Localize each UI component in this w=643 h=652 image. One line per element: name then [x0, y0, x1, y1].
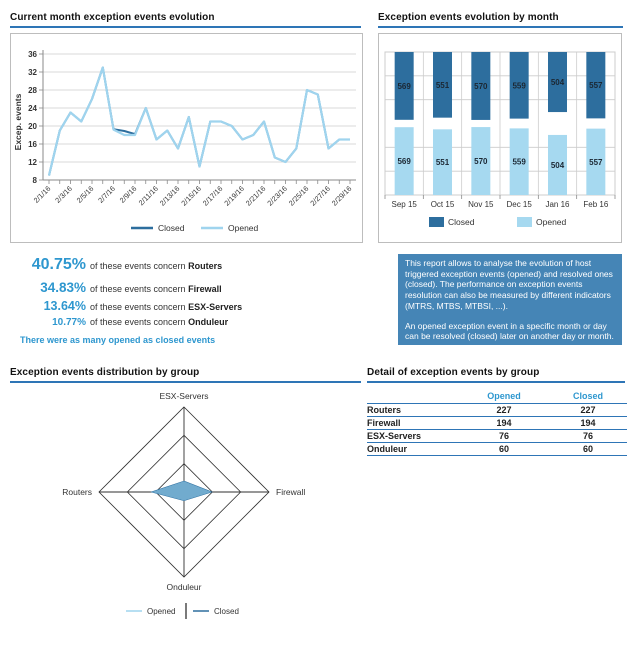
radar-axis-label: Onduleur	[166, 582, 202, 592]
bar-chart-legend	[429, 217, 567, 227]
table-cell-opened: 227	[496, 405, 512, 415]
stat-percentage: 13.64%	[43, 299, 86, 313]
x-tick-label: 2/25/16	[286, 184, 311, 208]
bar-value-label: 570	[474, 157, 488, 167]
table-cell-closed: 227	[580, 405, 596, 415]
stat-percentage: 10.77%	[52, 317, 86, 328]
x-tick-label: 2/19/16	[222, 184, 246, 208]
x-tick-label: Dec 15	[506, 200, 532, 209]
radar-chart-title: Exception events distribution by group	[10, 367, 361, 383]
legend-label-opened: Opened	[147, 607, 176, 616]
stat-row	[20, 317, 380, 328]
table-header-opened: Opened	[487, 390, 521, 401]
x-tick-label: 2/5/16	[74, 184, 96, 205]
stat-description: of these events concern ESX-Servers	[90, 302, 243, 312]
stat-description: of these events concern Routers	[90, 261, 223, 271]
line-series-opened	[49, 68, 350, 176]
table-cell-opened: 76	[498, 431, 509, 441]
bar-value-label: 557	[589, 157, 603, 167]
stat-group: ESX-Servers	[188, 302, 243, 312]
line-series-closed	[49, 68, 350, 176]
table-cell-label: Onduleur	[367, 444, 407, 454]
svg-text:32: 32	[28, 67, 37, 77]
radar-chart	[0, 384, 370, 634]
table-cell-opened: 60	[498, 444, 509, 454]
table-cell-label: Routers	[367, 405, 402, 415]
stat-group: Firewall	[188, 284, 222, 294]
bar-value-label: 559	[512, 81, 526, 91]
x-tick-label: 2/3/16	[53, 184, 74, 205]
radar-chart-legend	[126, 603, 239, 619]
bar-value-label: 559	[512, 157, 526, 167]
x-tick-label: Nov 15	[468, 200, 494, 209]
x-tick-label: Feb 16	[583, 200, 609, 209]
line-chart-card	[10, 33, 363, 243]
table-row	[367, 430, 627, 443]
table-row	[367, 443, 627, 456]
legend-label-opened: Opened	[536, 217, 567, 227]
svg-text:8: 8	[32, 175, 37, 185]
line-chart	[11, 34, 362, 242]
stat-row	[20, 280, 380, 295]
legend-label-closed: Closed	[448, 217, 475, 227]
table-cell-label: Firewall	[367, 418, 401, 428]
x-tick-label: 2/27/16	[308, 184, 332, 208]
info-paragraph: An opened exception event in a specific month or day can be resolved (closed) later on another day or month.	[405, 320, 614, 342]
stat-description: of these events concern Firewall	[90, 284, 222, 294]
stat-row	[20, 299, 380, 313]
x-tick-label: 2/1/16	[31, 184, 53, 205]
table-cell-opened: 194	[496, 418, 512, 428]
stat-group: Onduleur	[188, 317, 229, 327]
svg-text:28: 28	[28, 85, 37, 95]
bar-chart-card	[378, 33, 622, 243]
table-row	[367, 404, 627, 417]
legend-label-closed: Closed	[158, 223, 185, 233]
table-cell-closed: 76	[582, 431, 593, 441]
line-chart-title: Current month exception events evolution	[10, 12, 361, 28]
stat-percentage: 40.75%	[31, 256, 86, 273]
detail-table	[367, 388, 627, 456]
svg-text:16: 16	[28, 139, 37, 149]
bar-value-label: 569	[397, 81, 411, 91]
bar-value-label: 551	[435, 158, 450, 168]
svg-text:36: 36	[28, 49, 37, 59]
detail-table-title: Detail of exception events by group	[367, 367, 625, 383]
y-axis-label: Excep. events	[13, 93, 23, 151]
x-tick-label: Sep 15	[391, 200, 417, 209]
legend-label-opened: Opened	[228, 223, 259, 233]
bar-value-label: 551	[435, 80, 450, 90]
bar-chart-title: Exception events evolution by month	[378, 12, 623, 28]
x-tick-label: Oct 15	[430, 200, 455, 209]
svg-text:24: 24	[28, 103, 37, 113]
x-tick-label: 2/15/16	[179, 184, 203, 208]
legend-label-closed: Closed	[214, 607, 239, 616]
stat-note: There were as many opened as closed events	[20, 335, 216, 345]
radar-axis-label: Routers	[62, 487, 92, 497]
x-tick-label: 2/9/16	[117, 184, 139, 205]
x-tick-label: 2/21/16	[243, 184, 268, 208]
line-chart-legend	[131, 223, 259, 233]
bar-plot	[385, 52, 615, 209]
bar-value-label: 557	[589, 81, 603, 91]
info-box	[398, 254, 622, 345]
stats-block	[20, 256, 380, 345]
x-tick-label: 2/17/16	[200, 184, 225, 208]
x-tick-label: 2/23/16	[265, 184, 289, 208]
stat-percentage: 34.83%	[40, 280, 86, 295]
bar-chart	[379, 34, 621, 242]
radar-axis-label: Firewall	[276, 487, 306, 497]
info-paragraph: This report allows to analyse the evolution of host triggered exception events (opened) and resolved ones (closed). The performance on exception events resolution can also be measured by different indicators (MTRS, MTBS, MTBSI, ...).	[405, 258, 613, 311]
x-tick-label: 2/11/16	[136, 184, 160, 208]
x-tick-label: 2/7/16	[96, 184, 117, 205]
x-tick-label: Jan 16	[545, 200, 570, 209]
bar-value-label: 504	[550, 160, 565, 170]
svg-text:12: 12	[28, 157, 37, 167]
stat-description: of these events concern Onduleur	[90, 317, 229, 327]
radar-axis-label: ESX-Servers	[159, 391, 209, 401]
table-header-row	[367, 388, 627, 404]
radar-plot	[99, 407, 269, 577]
x-tick-label: 2/29/16	[329, 184, 354, 208]
stat-group: Routers	[188, 261, 223, 271]
x-tick-label: 2/13/16	[157, 184, 182, 208]
table-cell-closed: 60	[582, 444, 593, 454]
table-cell-closed: 194	[580, 418, 596, 428]
stat-row	[20, 256, 380, 274]
bar-value-label: 504	[550, 78, 565, 88]
svg-text:20: 20	[28, 121, 37, 131]
bar-value-label: 569	[397, 157, 411, 167]
bar-value-label: 570	[474, 81, 488, 91]
table-row	[367, 417, 627, 430]
table-header-closed: Closed	[572, 390, 603, 401]
table-cell-label: ESX-Servers	[367, 431, 422, 441]
